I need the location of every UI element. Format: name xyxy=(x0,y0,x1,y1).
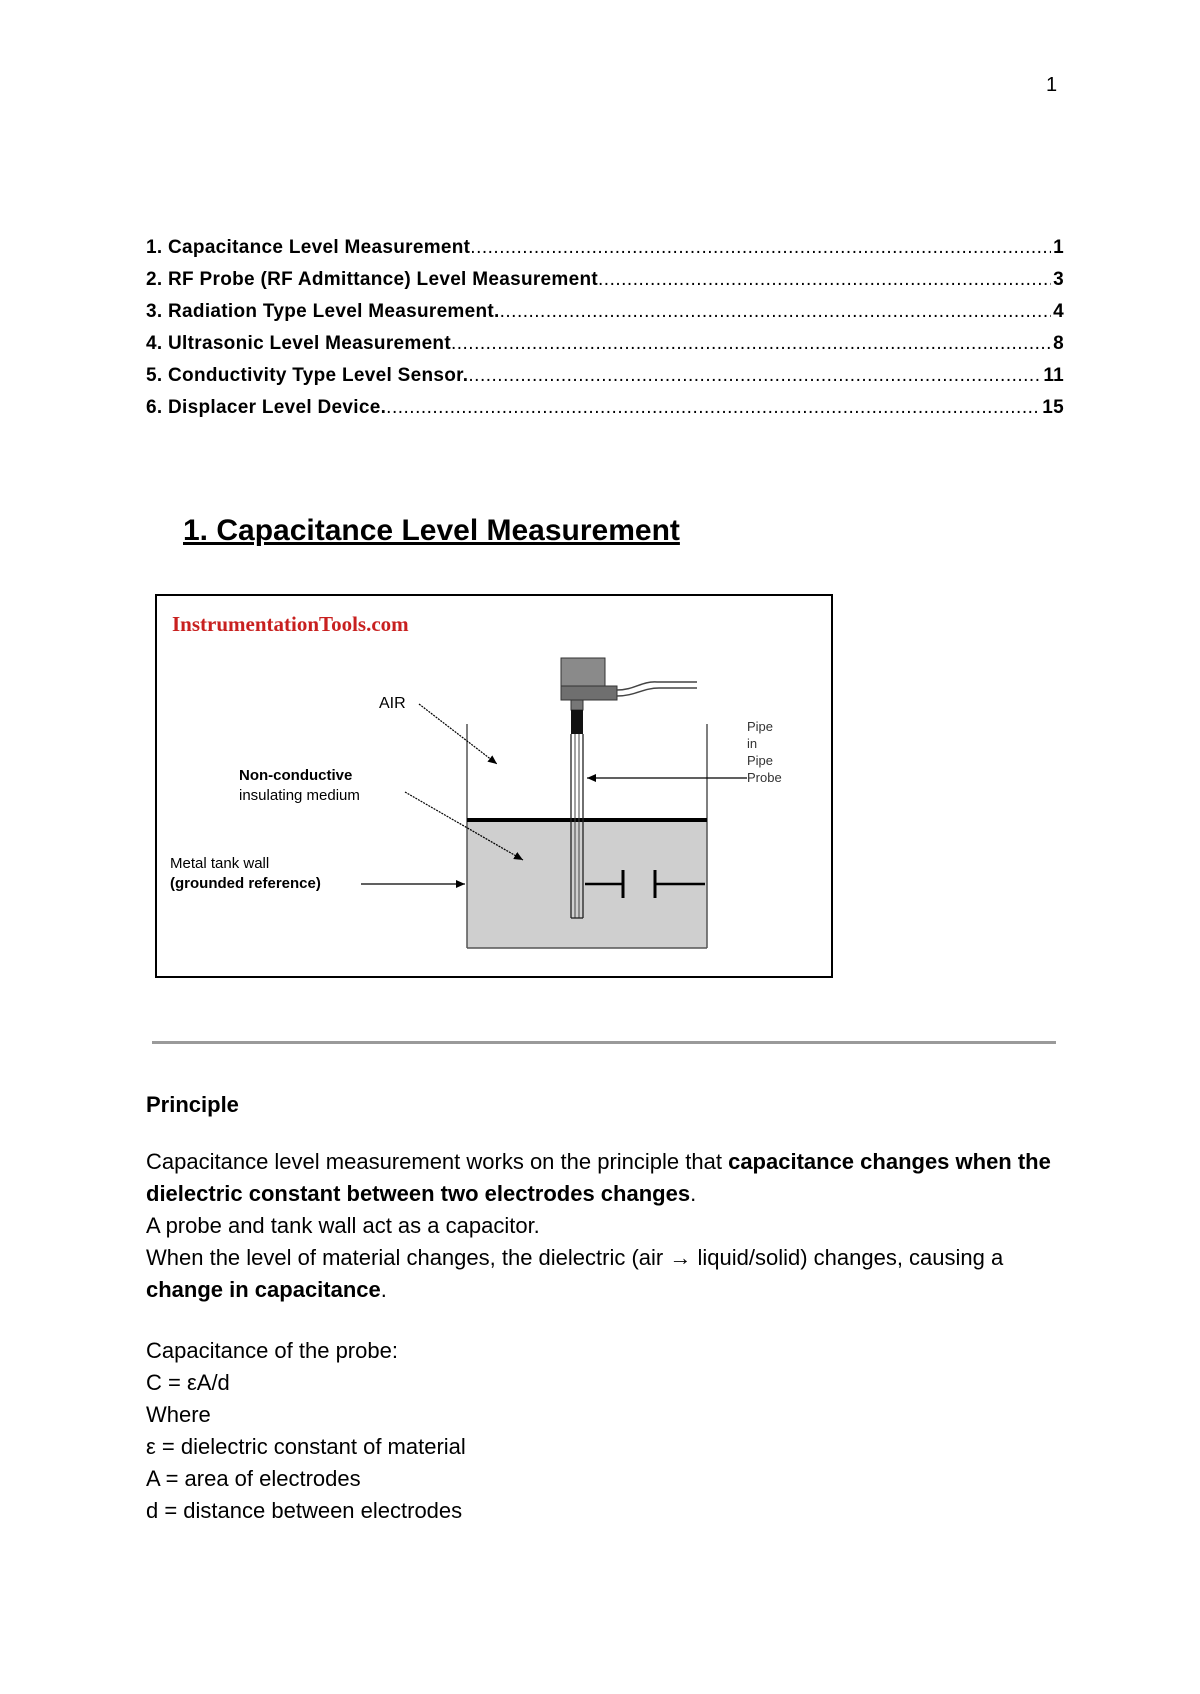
level-change-text-a: When the level of material changes, the dielectric (air → liquid/solid) changes, causing a xyxy=(146,1245,1004,1270)
level-change-statement xyxy=(146,1242,1076,1306)
toc-entry-page: 8 xyxy=(1053,333,1064,354)
definition-epsilon: ε = dielectric constant of material xyxy=(146,1434,466,1459)
toc-entry-page: 3 xyxy=(1053,269,1064,290)
probe-insulator xyxy=(571,710,583,734)
toc-entry-title: 1. Capacitance Level Measurement xyxy=(146,237,471,258)
toc-leader-dots xyxy=(500,301,1052,323)
principle-text-a: Capacitance level measurement works on the principle that xyxy=(146,1149,729,1174)
probe-fitting xyxy=(571,700,583,710)
toc-leader-dots xyxy=(470,237,1051,259)
capacitance-diagram-figure xyxy=(155,594,833,978)
level-change-text-c: . xyxy=(380,1277,387,1302)
page-number: 1 xyxy=(1046,74,1058,96)
level-change-text-bold: change in capacitance xyxy=(146,1277,381,1302)
label-medium-line1: Non-conductive xyxy=(239,767,353,784)
principle-heading: Principle xyxy=(146,1092,239,1117)
toc-entry-title: 4. Ultrasonic Level Measurement xyxy=(146,333,451,354)
toc-entry-page: 11 xyxy=(1043,365,1064,386)
toc-entry[interactable] xyxy=(146,237,1064,269)
principle-text-bold: capacitance changes when the dielectric constant between two electrodes changes xyxy=(146,1149,1051,1206)
label-probe-line4: Probe xyxy=(747,770,782,785)
toc-entry[interactable] xyxy=(146,397,1064,429)
label-air: AIR xyxy=(379,695,406,712)
probe-capacitor-statement: A probe and tank wall act as a capacitor. xyxy=(146,1213,540,1238)
toc-entry[interactable] xyxy=(146,365,1064,397)
toc-leader-dots xyxy=(386,397,1040,419)
capacitance-diagram xyxy=(157,596,831,976)
transmitter-mount xyxy=(561,686,617,700)
transmitter-head xyxy=(561,658,605,686)
label-probe-line1: Pipe xyxy=(747,719,774,734)
label-wall-line1: Metal tank wall xyxy=(170,855,270,872)
toc-entry-title: 6. Displacer Level Device. xyxy=(146,397,387,418)
label-medium-line2: insulating medium xyxy=(239,787,360,804)
label-probe-line3: Pipe xyxy=(747,753,774,768)
toc-entry-title: 3. Radiation Type Level Measurement. xyxy=(146,301,500,322)
toc-entry-title: 5. Conductivity Type Level Sensor. xyxy=(146,365,469,386)
definition-area: A = area of electrodes xyxy=(146,1466,361,1491)
principle-statement xyxy=(146,1146,1076,1210)
horizontal-rule xyxy=(152,1041,1056,1044)
toc-leader-dots xyxy=(468,365,1041,387)
principle-text-c: . xyxy=(690,1181,697,1206)
definition-distance: d = distance between electrodes xyxy=(146,1498,463,1523)
section-heading: 1. Capacitance Level Measurement xyxy=(183,514,680,547)
toc-entry[interactable] xyxy=(146,301,1064,333)
toc-entry-page: 1 xyxy=(1053,237,1064,258)
toc-leader-dots xyxy=(598,269,1051,291)
formula: C = εA/d xyxy=(146,1370,230,1395)
toc-entry-page: 4 xyxy=(1053,301,1064,322)
table-of-contents xyxy=(146,237,1064,429)
toc-entry-page: 15 xyxy=(1042,397,1064,418)
cable xyxy=(617,682,697,696)
formula-intro: Capacitance of the probe: xyxy=(146,1338,398,1363)
arrow-air xyxy=(419,704,497,764)
label-probe-line2: in xyxy=(747,736,758,751)
principle-paragraph xyxy=(146,1146,1076,1306)
toc-entry[interactable] xyxy=(146,333,1064,365)
label-wall-line2: (grounded reference) xyxy=(170,875,321,892)
formula-block xyxy=(146,1335,1076,1527)
watermark-text: InstrumentationTools.com xyxy=(172,612,409,636)
toc-leader-dots xyxy=(451,333,1051,355)
formula-where: Where xyxy=(146,1402,211,1427)
toc-entry-title: 2. RF Probe (RF Admittance) Level Measurement xyxy=(146,269,599,290)
toc-entry[interactable] xyxy=(146,269,1064,301)
